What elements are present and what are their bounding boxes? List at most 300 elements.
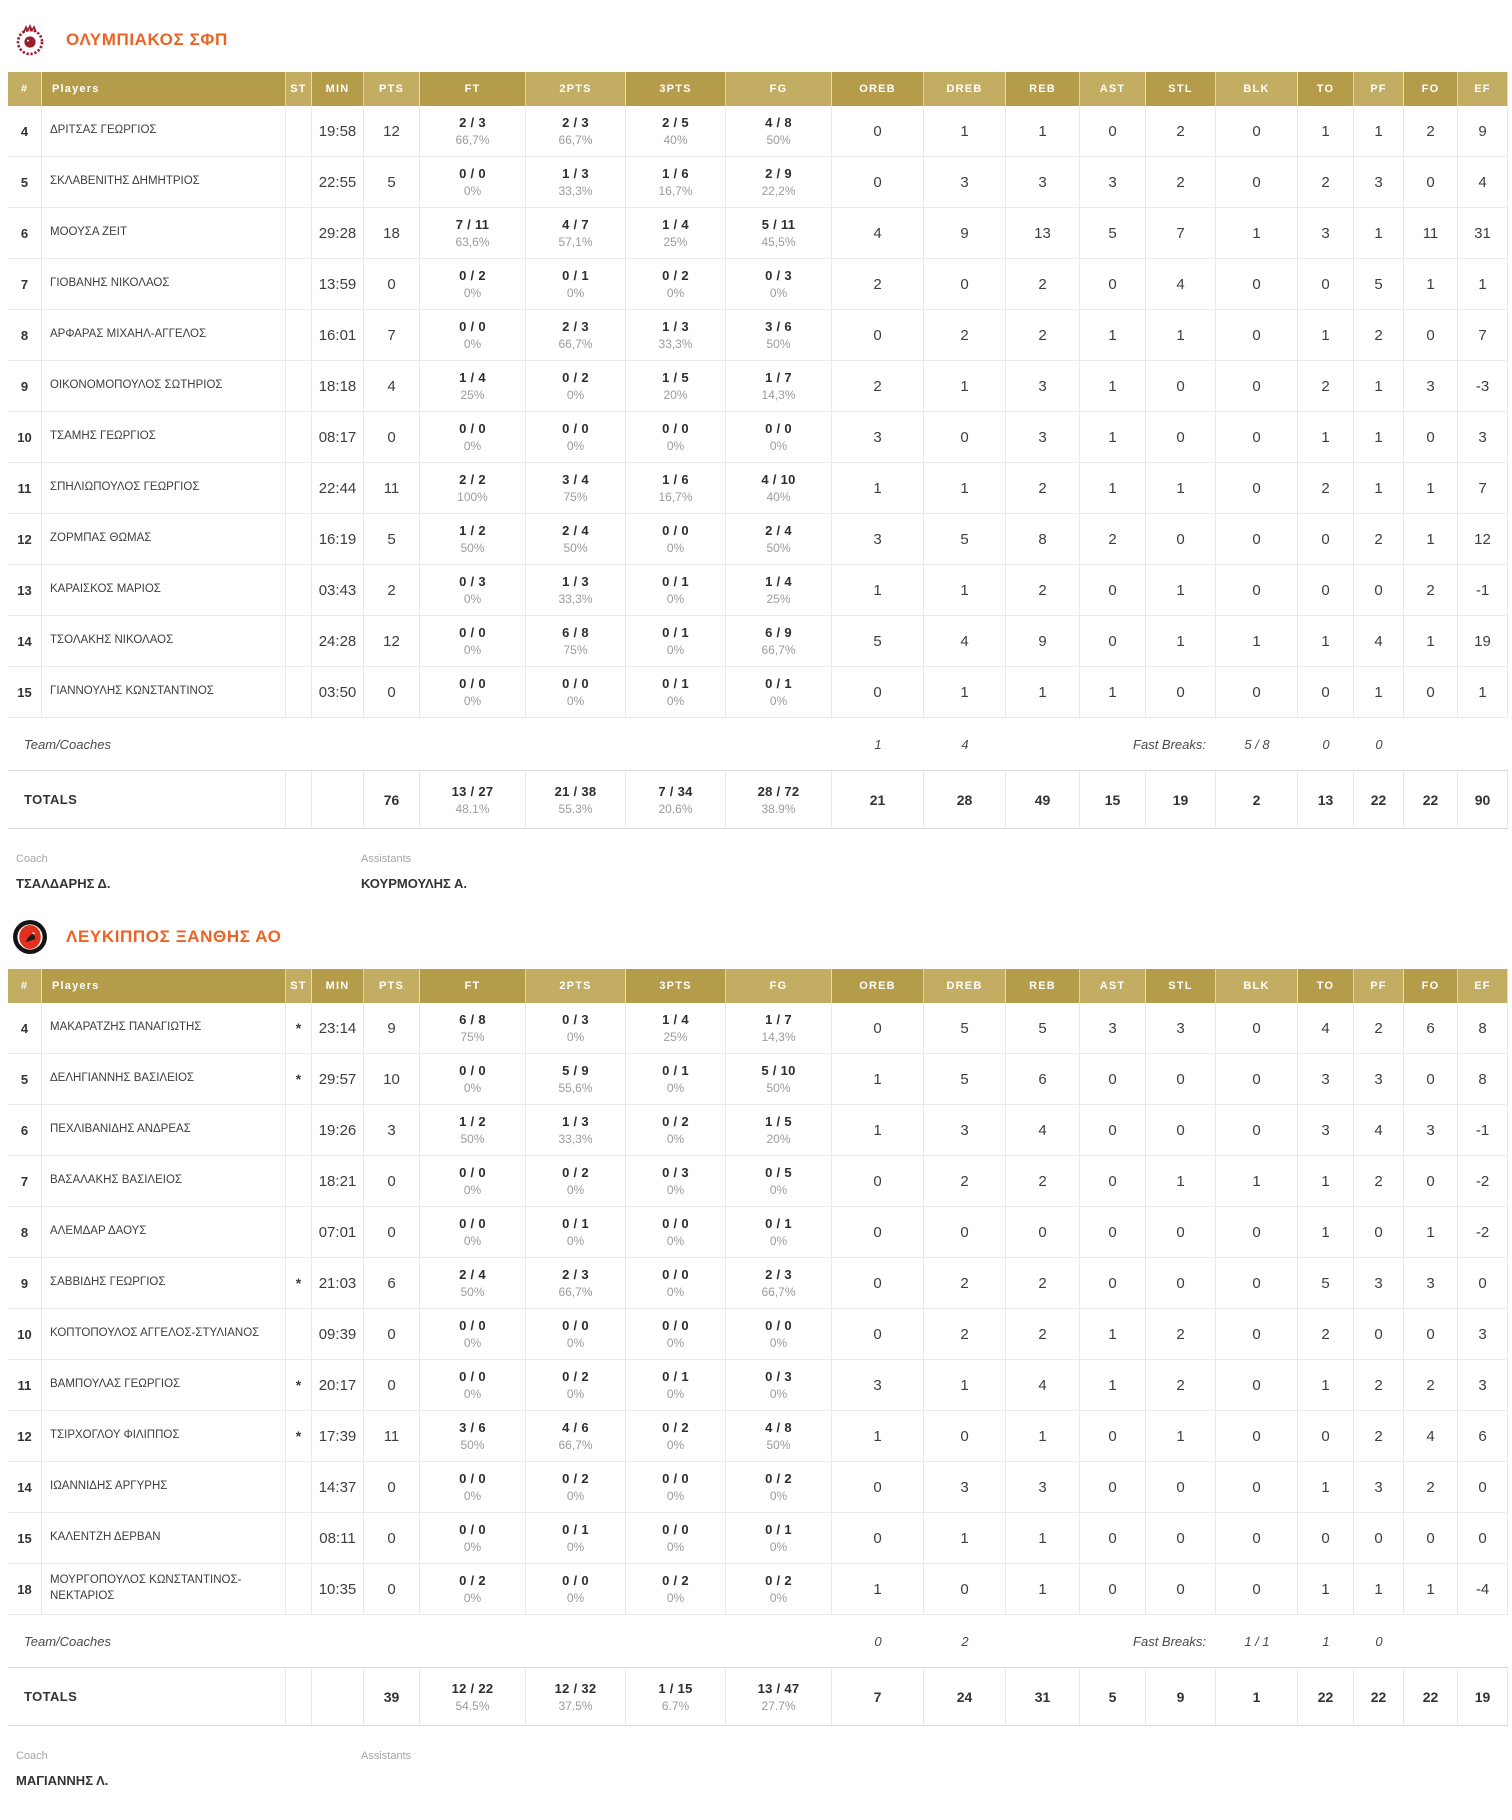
stat-blk: 0 bbox=[1216, 1258, 1298, 1308]
stat-fg bbox=[726, 1411, 832, 1461]
player-number: 12 bbox=[8, 1411, 42, 1461]
stat-3pts bbox=[626, 361, 726, 411]
player-name: ΜΟΥΡΓΟΠΟΥΛΟΣ ΚΩΝΣΤΑΝΤΙΝΟΣ-ΝΕΚΤΑΡΙΟΣ bbox=[42, 1564, 286, 1614]
stat-ft-made-attempts: 0 / 0 bbox=[459, 166, 486, 181]
stat-pts: 5 bbox=[364, 157, 420, 207]
stat-3pts-made-attempts: 0 / 0 bbox=[662, 1522, 689, 1537]
stat-fg bbox=[726, 310, 832, 360]
stat-ft bbox=[420, 1207, 526, 1257]
stat-ast: 2 bbox=[1080, 514, 1146, 564]
stat-2pts-percent: 0% bbox=[566, 1540, 585, 1554]
stat-reb: 1 bbox=[1006, 667, 1080, 717]
stat-stl: 1 bbox=[1146, 310, 1216, 360]
stat-dreb: 2 bbox=[924, 1309, 1006, 1359]
stat-oreb: 0 bbox=[832, 1003, 924, 1053]
stat-ast: 0 bbox=[1080, 1513, 1146, 1563]
stat-pts: 0 bbox=[364, 1564, 420, 1614]
team-name: ΛΕΥΚΙΠΠΟΣ ΞΑΝΘΗΣ ΑΟ bbox=[66, 927, 282, 946]
stat-pf: 0 bbox=[1354, 565, 1404, 615]
stat-ft-made-attempts: 3 / 6 bbox=[459, 1420, 486, 1435]
stat-ft bbox=[420, 1258, 526, 1308]
totals-pts: 76 bbox=[364, 771, 420, 828]
stat-stl: 1 bbox=[1146, 1411, 1216, 1461]
stat-ft bbox=[420, 667, 526, 717]
stat-min: 08:11 bbox=[312, 1513, 364, 1563]
stat-ast: 1 bbox=[1080, 463, 1146, 513]
stat-dreb: 0 bbox=[924, 1564, 1006, 1614]
stat-pf: 0 bbox=[1354, 1309, 1404, 1359]
stat-ft-made-attempts: 0 / 0 bbox=[459, 1165, 486, 1180]
stat-3pts bbox=[626, 1564, 726, 1614]
stat-pts: 7 bbox=[364, 310, 420, 360]
stat-fg-made-attempts: 2 / 3 bbox=[765, 1267, 792, 1282]
stat-2pts bbox=[526, 1462, 626, 1512]
stat-3pts bbox=[626, 259, 726, 309]
player-row bbox=[8, 157, 1508, 208]
stat-2pts bbox=[526, 1156, 626, 1206]
stat-fg-percent: 50% bbox=[766, 1438, 791, 1452]
player-row bbox=[8, 1003, 1508, 1054]
stat-fg bbox=[726, 1054, 832, 1104]
stat-fg-percent: 50% bbox=[766, 133, 791, 147]
stat-stl: 0 bbox=[1146, 1462, 1216, 1512]
stat-ef: -1 bbox=[1458, 1105, 1508, 1155]
stat-blk: 0 bbox=[1216, 1054, 1298, 1104]
stat-3pts bbox=[626, 157, 726, 207]
stat-fg-percent: 50% bbox=[766, 541, 791, 555]
stat-3pts bbox=[626, 1003, 726, 1053]
stat-stl: 7 bbox=[1146, 208, 1216, 258]
stat-dreb: 3 bbox=[924, 157, 1006, 207]
stat-blk: 0 bbox=[1216, 667, 1298, 717]
starter-mark: * bbox=[286, 1411, 312, 1461]
stat-pf: 2 bbox=[1354, 310, 1404, 360]
stat-fg-percent: 45,5% bbox=[761, 235, 796, 249]
stat-3pts-made-attempts: 0 / 1 bbox=[662, 676, 689, 691]
player-row bbox=[8, 1207, 1508, 1258]
player-row bbox=[8, 1360, 1508, 1411]
stat-3pts-percent: 40% bbox=[663, 133, 688, 147]
stat-fo: 1 bbox=[1404, 463, 1458, 513]
totals-3pts-made-attempts: 1 / 15 bbox=[658, 1680, 693, 1696]
starter-mark bbox=[286, 514, 312, 564]
stat-fg-percent: 50% bbox=[766, 337, 791, 351]
stat-pts: 0 bbox=[364, 1360, 420, 1410]
totals-ft-made-attempts: 13 / 27 bbox=[451, 783, 494, 799]
stat-oreb: 1 bbox=[832, 565, 924, 615]
totals-3pts bbox=[626, 771, 726, 828]
stat-to: 1 bbox=[1298, 106, 1354, 156]
stat-3pts-made-attempts: 0 / 0 bbox=[662, 1267, 689, 1282]
player-name: ΣΠΗΛΙΩΠΟΥΛΟΣ ΓΕΩΡΓΙΟΣ bbox=[42, 463, 286, 513]
stat-to: 2 bbox=[1298, 361, 1354, 411]
starter-mark bbox=[286, 1105, 312, 1155]
stat-to: 1 bbox=[1298, 1462, 1354, 1512]
stat-blk: 1 bbox=[1216, 1156, 1298, 1206]
stat-pf: 1 bbox=[1354, 361, 1404, 411]
stat-ft bbox=[420, 514, 526, 564]
stat-fg-percent: 0% bbox=[769, 1489, 788, 1503]
stat-fg-made-attempts: 0 / 3 bbox=[765, 268, 792, 283]
stat-dreb: 0 bbox=[924, 259, 1006, 309]
stat-reb: 3 bbox=[1006, 157, 1080, 207]
player-name: ΜΑΚΑΡΑΤΖΗΣ ΠΑΝΑΓΙΩΤΗΣ bbox=[42, 1003, 286, 1053]
totals-ft-percent: 54.5% bbox=[455, 1698, 490, 1713]
stat-fg bbox=[726, 514, 832, 564]
player-name: ΔΕΛΗΓΙΑΝΝΗΣ ΒΑΣΙΛΕΙΟΣ bbox=[42, 1054, 286, 1104]
stat-2pts bbox=[526, 565, 626, 615]
stat-ast: 0 bbox=[1080, 1411, 1146, 1461]
stat-oreb: 0 bbox=[832, 1309, 924, 1359]
stat-reb: 2 bbox=[1006, 565, 1080, 615]
player-row bbox=[8, 463, 1508, 514]
stat-2pts-made-attempts: 0 / 0 bbox=[562, 1318, 589, 1333]
player-row bbox=[8, 1258, 1508, 1309]
stat-ft-percent: 0% bbox=[463, 1591, 482, 1605]
stat-2pts-made-attempts: 0 / 2 bbox=[562, 1165, 589, 1180]
stat-ft bbox=[420, 157, 526, 207]
stat-blk: 1 bbox=[1216, 208, 1298, 258]
stat-pf: 0 bbox=[1354, 1513, 1404, 1563]
stat-2pts-percent: 0% bbox=[566, 694, 585, 708]
stat-blk: 0 bbox=[1216, 106, 1298, 156]
stat-ft bbox=[420, 1105, 526, 1155]
totals-stl: 9 bbox=[1146, 1668, 1216, 1725]
stat-pf: 3 bbox=[1354, 1462, 1404, 1512]
stat-blk: 0 bbox=[1216, 361, 1298, 411]
stat-fg bbox=[726, 1360, 832, 1410]
player-row bbox=[8, 514, 1508, 565]
stat-fo: 2 bbox=[1404, 106, 1458, 156]
column-header-fg: FG bbox=[726, 969, 832, 1003]
stat-3pts-percent: 0% bbox=[666, 439, 685, 453]
column-header-ft: FT bbox=[420, 969, 526, 1003]
starter-mark: * bbox=[286, 1360, 312, 1410]
stat-blk: 0 bbox=[1216, 157, 1298, 207]
stat-3pts-made-attempts: 0 / 2 bbox=[662, 1420, 689, 1435]
team-header bbox=[12, 20, 1504, 60]
stat-3pts-percent: 0% bbox=[666, 1081, 685, 1095]
column-header-stl: STL bbox=[1146, 72, 1216, 106]
stat-2pts bbox=[526, 1003, 626, 1053]
stat-ft bbox=[420, 1003, 526, 1053]
stat-ft-made-attempts: 0 / 2 bbox=[459, 1573, 486, 1588]
starter-mark bbox=[286, 157, 312, 207]
starter-mark bbox=[286, 310, 312, 360]
stat-3pts-made-attempts: 0 / 2 bbox=[662, 268, 689, 283]
stat-to: 3 bbox=[1298, 208, 1354, 258]
starter-mark bbox=[286, 1513, 312, 1563]
stat-pts: 0 bbox=[364, 412, 420, 462]
stat-fg-made-attempts: 0 / 1 bbox=[765, 676, 792, 691]
stat-3pts bbox=[626, 616, 726, 666]
stat-min: 08:17 bbox=[312, 412, 364, 462]
stat-fo: 1 bbox=[1404, 1564, 1458, 1614]
stat-to: 1 bbox=[1298, 412, 1354, 462]
stat-fg bbox=[726, 208, 832, 258]
starter-mark bbox=[286, 667, 312, 717]
fast-breaks-value: 5 / 8 bbox=[1244, 736, 1270, 752]
stat-ft bbox=[420, 1360, 526, 1410]
stat-ft-made-attempts: 2 / 3 bbox=[459, 115, 486, 130]
stat-ft-made-attempts: 0 / 0 bbox=[459, 421, 486, 436]
stat-ast: 1 bbox=[1080, 667, 1146, 717]
stat-fg bbox=[726, 565, 832, 615]
stat-pts: 5 bbox=[364, 514, 420, 564]
player-number: 12 bbox=[8, 514, 42, 564]
stat-ft bbox=[420, 1054, 526, 1104]
stat-3pts-percent: 25% bbox=[663, 1030, 688, 1044]
assistants-label: Assistants bbox=[361, 853, 412, 865]
player-row bbox=[8, 1513, 1508, 1564]
stat-reb: 3 bbox=[1006, 1462, 1080, 1512]
stat-fo: 2 bbox=[1404, 1360, 1458, 1410]
stat-3pts bbox=[626, 667, 726, 717]
stat-fo: 6 bbox=[1404, 1003, 1458, 1053]
stat-oreb: 3 bbox=[832, 514, 924, 564]
stat-fo: 0 bbox=[1404, 1156, 1458, 1206]
stat-2pts-percent: 33,3% bbox=[558, 184, 593, 198]
stat-fg-made-attempts: 0 / 0 bbox=[765, 1318, 792, 1333]
stat-2pts-made-attempts: 0 / 2 bbox=[562, 370, 589, 385]
totals-oreb: 21 bbox=[832, 771, 924, 828]
totals-reb: 31 bbox=[1006, 1668, 1080, 1725]
player-row bbox=[8, 1462, 1508, 1513]
player-number: 8 bbox=[8, 310, 42, 360]
stat-3pts bbox=[626, 1411, 726, 1461]
stat-stl: 2 bbox=[1146, 1360, 1216, 1410]
stat-to: 2 bbox=[1298, 463, 1354, 513]
stat-fg-made-attempts: 0 / 1 bbox=[765, 1216, 792, 1231]
column-header-ef: EF bbox=[1458, 72, 1508, 106]
team-pf: 0 bbox=[1375, 1633, 1383, 1649]
stat-3pts bbox=[626, 412, 726, 462]
stat-stl: 2 bbox=[1146, 157, 1216, 207]
team-header bbox=[12, 917, 1504, 957]
stat-3pts-made-attempts: 1 / 6 bbox=[662, 166, 689, 181]
stat-3pts-percent: 33,3% bbox=[658, 337, 693, 351]
stat-fo: 4 bbox=[1404, 1411, 1458, 1461]
totals-2pts-percent: 37.5% bbox=[558, 1698, 593, 1713]
player-number: 6 bbox=[8, 208, 42, 258]
stat-blk: 0 bbox=[1216, 259, 1298, 309]
column-header-min: MIN bbox=[312, 969, 364, 1003]
player-row bbox=[8, 565, 1508, 616]
totals-blk: 2 bbox=[1216, 771, 1298, 828]
stat-ft-percent: 0% bbox=[463, 1489, 482, 1503]
stat-pts: 0 bbox=[364, 667, 420, 717]
team-to: 1 bbox=[1322, 1633, 1330, 1649]
stat-dreb: 3 bbox=[924, 1462, 1006, 1512]
totals-ft-made-attempts: 12 / 22 bbox=[451, 1680, 494, 1696]
stat-3pts bbox=[626, 1258, 726, 1308]
stat-fg-made-attempts: 0 / 3 bbox=[765, 1369, 792, 1384]
player-name: ΤΣΟΛΑΚΗΣ ΝΙΚΟΛΑΟΣ bbox=[42, 616, 286, 666]
stat-ft-made-attempts: 0 / 0 bbox=[459, 1522, 486, 1537]
stat-stl: 0 bbox=[1146, 1564, 1216, 1614]
stat-to: 0 bbox=[1298, 514, 1354, 564]
stat-2pts-made-attempts: 6 / 8 bbox=[562, 625, 589, 640]
stat-fg-percent: 0% bbox=[769, 1591, 788, 1605]
column-header-oreb: OREB bbox=[832, 969, 924, 1003]
stat-2pts-made-attempts: 0 / 2 bbox=[562, 1369, 589, 1384]
stat-fg-made-attempts: 0 / 0 bbox=[765, 421, 792, 436]
stat-ast: 0 bbox=[1080, 1564, 1146, 1614]
stat-min: 10:35 bbox=[312, 1564, 364, 1614]
stat-3pts-made-attempts: 0 / 1 bbox=[662, 625, 689, 640]
stat-ft-percent: 0% bbox=[463, 337, 482, 351]
stat-2pts bbox=[526, 106, 626, 156]
player-row bbox=[8, 106, 1508, 157]
stat-fg-made-attempts: 1 / 7 bbox=[765, 1012, 792, 1027]
coach-footer bbox=[16, 1750, 1504, 1788]
stat-to: 1 bbox=[1298, 1207, 1354, 1257]
stat-3pts-percent: 0% bbox=[666, 1285, 685, 1299]
player-row bbox=[8, 1156, 1508, 1207]
stat-stl: 0 bbox=[1146, 361, 1216, 411]
stat-3pts bbox=[626, 1156, 726, 1206]
stat-dreb: 5 bbox=[924, 1054, 1006, 1104]
stat-fo: 0 bbox=[1404, 1054, 1458, 1104]
stat-fg-percent: 0% bbox=[769, 1540, 788, 1554]
stat-ft-percent: 0% bbox=[463, 1336, 482, 1350]
stat-reb: 13 bbox=[1006, 208, 1080, 258]
stat-dreb: 4 bbox=[924, 616, 1006, 666]
totals-3pts-percent: 6.7% bbox=[661, 1698, 690, 1713]
starter-mark bbox=[286, 616, 312, 666]
stat-fg bbox=[726, 1156, 832, 1206]
stat-fg-percent: 0% bbox=[769, 1336, 788, 1350]
stat-pts: 12 bbox=[364, 616, 420, 666]
totals-to: 13 bbox=[1298, 771, 1354, 828]
stat-reb: 4 bbox=[1006, 1360, 1080, 1410]
stat-reb: 1 bbox=[1006, 1564, 1080, 1614]
coach-name: ΜΑΓΙΑΝΝΗΣ Λ. bbox=[16, 1773, 109, 1788]
stat-ft bbox=[420, 1156, 526, 1206]
stat-ft bbox=[420, 208, 526, 258]
stat-ft-made-attempts: 0 / 0 bbox=[459, 1216, 486, 1231]
player-name: ΓΙΟΒΑΝΗΣ ΝΙΚΟΛΑΟΣ bbox=[42, 259, 286, 309]
stat-pts: 6 bbox=[364, 1258, 420, 1308]
column-header-pts: PTS bbox=[364, 72, 420, 106]
stat-ast: 1 bbox=[1080, 361, 1146, 411]
stat-3pts bbox=[626, 1309, 726, 1359]
player-name: ΔΡΙΤΣΑΣ ΓΕΩΡΓΙΟΣ bbox=[42, 106, 286, 156]
player-row bbox=[8, 1054, 1508, 1105]
stat-ft bbox=[420, 310, 526, 360]
stat-ef: 0 bbox=[1458, 1258, 1508, 1308]
stat-2pts-percent: 0% bbox=[566, 286, 585, 300]
assistants-name: ΚΟΥΡΜΟΥΛΗΣ Α. bbox=[361, 876, 467, 891]
stat-ef: 4 bbox=[1458, 157, 1508, 207]
stat-2pts bbox=[526, 1513, 626, 1563]
stat-3pts-percent: 0% bbox=[666, 541, 685, 555]
stat-2pts-made-attempts: 2 / 3 bbox=[562, 1267, 589, 1282]
coach-label: Coach bbox=[16, 1750, 48, 1762]
starter-mark bbox=[286, 106, 312, 156]
stat-pts: 11 bbox=[364, 463, 420, 513]
stat-pf: 1 bbox=[1354, 412, 1404, 462]
stat-3pts-made-attempts: 0 / 0 bbox=[662, 421, 689, 436]
stat-ft-made-attempts: 0 / 0 bbox=[459, 1471, 486, 1486]
stat-fo: 0 bbox=[1404, 1309, 1458, 1359]
stat-2pts-percent: 75% bbox=[563, 643, 588, 657]
stat-min: 09:39 bbox=[312, 1309, 364, 1359]
stat-ft-made-attempts: 2 / 4 bbox=[459, 1267, 486, 1282]
boxscore-table bbox=[8, 969, 1508, 1726]
olympiakos-crest-icon bbox=[12, 22, 48, 58]
player-number: 14 bbox=[8, 1462, 42, 1512]
stat-3pts-made-attempts: 0 / 2 bbox=[662, 1114, 689, 1129]
stat-pf: 2 bbox=[1354, 514, 1404, 564]
stat-oreb: 0 bbox=[832, 667, 924, 717]
totals-oreb: 7 bbox=[832, 1668, 924, 1725]
totals-pf: 22 bbox=[1354, 1668, 1404, 1725]
stat-stl: 3 bbox=[1146, 1003, 1216, 1053]
player-name: ΜΟΟΥΣΑ ΖΕΙΤ bbox=[42, 208, 286, 258]
totals-fg bbox=[726, 771, 832, 828]
player-number: 14 bbox=[8, 616, 42, 666]
column-header-blk: BLK bbox=[1216, 72, 1298, 106]
stat-stl: 2 bbox=[1146, 106, 1216, 156]
stat-oreb: 0 bbox=[832, 1207, 924, 1257]
stat-2pts bbox=[526, 361, 626, 411]
stat-ft-made-attempts: 0 / 0 bbox=[459, 1318, 486, 1333]
stat-oreb: 3 bbox=[832, 1360, 924, 1410]
stat-ast: 5 bbox=[1080, 208, 1146, 258]
stat-fg-made-attempts: 5 / 10 bbox=[761, 1063, 796, 1078]
totals-st bbox=[286, 771, 312, 828]
stat-min: 18:18 bbox=[312, 361, 364, 411]
stat-pf: 1 bbox=[1354, 667, 1404, 717]
stat-pts: 10 bbox=[364, 1054, 420, 1104]
stat-3pts-made-attempts: 0 / 0 bbox=[662, 1471, 689, 1486]
stat-ast: 3 bbox=[1080, 157, 1146, 207]
stat-dreb: 1 bbox=[924, 463, 1006, 513]
stat-reb: 3 bbox=[1006, 361, 1080, 411]
stat-3pts-percent: 0% bbox=[666, 286, 685, 300]
stat-pts: 0 bbox=[364, 1513, 420, 1563]
totals-row bbox=[8, 1667, 1508, 1726]
stat-3pts bbox=[626, 1207, 726, 1257]
stat-fg-made-attempts: 1 / 4 bbox=[765, 574, 792, 589]
starter-mark bbox=[286, 1207, 312, 1257]
stat-ef: 7 bbox=[1458, 463, 1508, 513]
totals-row bbox=[8, 770, 1508, 829]
stat-fo: 0 bbox=[1404, 1513, 1458, 1563]
stat-fg-made-attempts: 0 / 5 bbox=[765, 1165, 792, 1180]
team-pf: 0 bbox=[1375, 736, 1383, 752]
column-header-to: TO bbox=[1298, 969, 1354, 1003]
stat-dreb: 1 bbox=[924, 667, 1006, 717]
stat-ft-made-attempts: 0 / 0 bbox=[459, 319, 486, 334]
player-row bbox=[8, 1105, 1508, 1156]
stat-3pts-percent: 16,7% bbox=[658, 184, 693, 198]
totals-2pts-percent: 55.3% bbox=[558, 801, 593, 816]
team-section-olympiakos bbox=[0, 20, 1512, 891]
stat-ast: 1 bbox=[1080, 412, 1146, 462]
stat-dreb: 1 bbox=[924, 565, 1006, 615]
totals-min bbox=[312, 771, 364, 828]
stat-reb: 1 bbox=[1006, 1411, 1080, 1461]
stat-ef: 7 bbox=[1458, 310, 1508, 360]
column-header-to: TO bbox=[1298, 72, 1354, 106]
stat-reb: 8 bbox=[1006, 514, 1080, 564]
team-coaches-row bbox=[8, 1615, 1508, 1667]
stat-fo: 0 bbox=[1404, 157, 1458, 207]
stat-fo: 3 bbox=[1404, 1105, 1458, 1155]
stat-2pts-made-attempts: 1 / 3 bbox=[562, 1114, 589, 1129]
